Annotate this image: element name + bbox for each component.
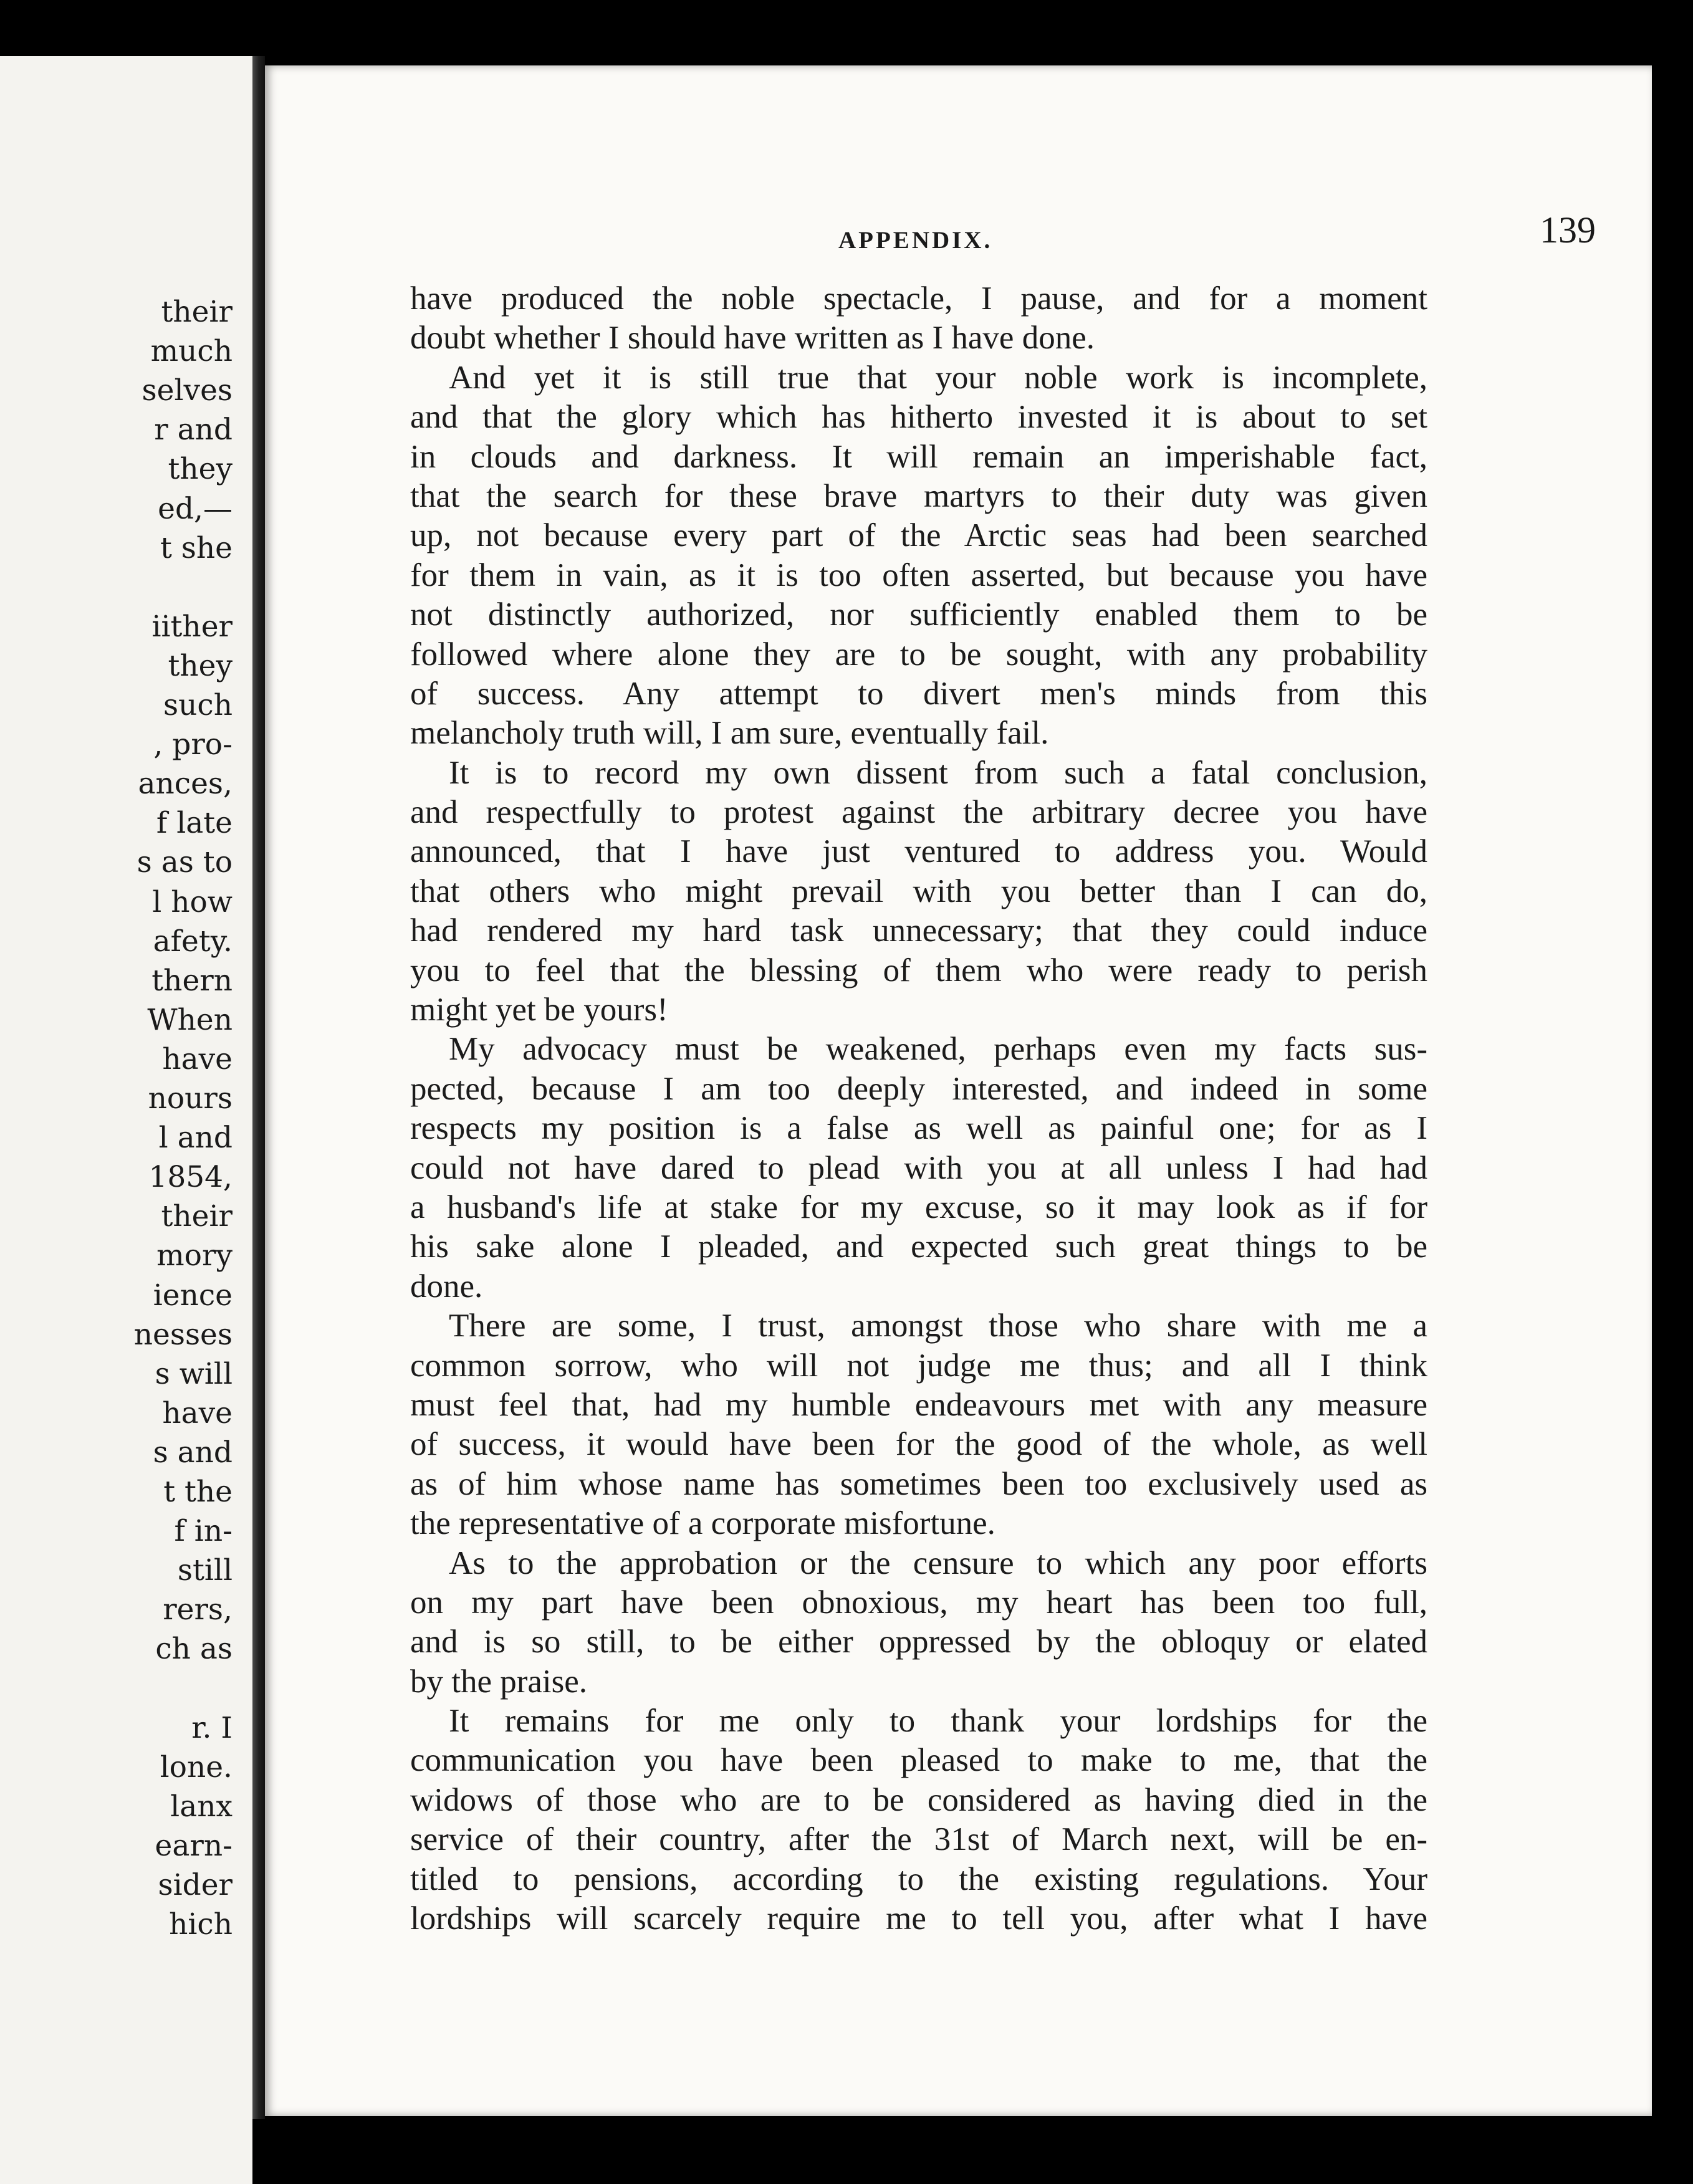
- facing-page-line: l how: [152, 884, 233, 919]
- facing-page-line: , pro-: [153, 727, 233, 762]
- text-line: and respectfully to protest against the arbitrary decree you have: [410, 794, 1427, 831]
- facing-page-line: f late: [156, 806, 233, 841]
- facing-page-line: ience: [153, 1278, 233, 1313]
- facing-page-line: afety.: [153, 924, 233, 959]
- facing-page-line: they: [168, 452, 233, 487]
- facing-page-line: ances,: [138, 767, 233, 802]
- facing-page-line: ch as: [155, 1632, 233, 1667]
- facing-page-line: their: [161, 1199, 233, 1234]
- text-line: have produced the noble spectacle, I pause, and for a moment: [410, 280, 1427, 317]
- facing-page-line: have: [162, 1396, 233, 1430]
- facing-page-line: nesses: [133, 1317, 233, 1352]
- facing-page-line: mory: [156, 1238, 233, 1273]
- facing-page-line: r. I: [191, 1710, 233, 1745]
- text-line: up, not because every part of the Arctic seas had been searched: [410, 517, 1427, 554]
- text-line: in clouds and darkness. It will remain an imperishable fact,: [410, 438, 1427, 475]
- facing-page-line: l and: [158, 1121, 233, 1156]
- book-gutter: [252, 56, 265, 2119]
- facing-page-line: ed,—: [158, 491, 233, 526]
- facing-page-line: nours: [148, 1081, 233, 1116]
- text-line: that others who might prevail with you better than I can do,: [410, 873, 1427, 909]
- text-line: It is to record my own dissent from such a fatal conclusion,: [449, 754, 1427, 791]
- facing-page-fragment: [0, 56, 252, 2184]
- text-line: his sake alone I pleaded, and expected such great things to be: [410, 1228, 1427, 1265]
- text-line: It remains for me only to thank your lordships for the: [449, 1703, 1427, 1740]
- text-line: lordships will scarcely require me to tell you, after what I have: [410, 1900, 1427, 1937]
- text-line: followed where alone they are to be sought, with any probability: [410, 636, 1427, 673]
- text-line: done.: [410, 1268, 483, 1305]
- facing-page-line: hich: [169, 1907, 233, 1942]
- text-line: common sorrow, who will not judge me thus; and all I think: [410, 1347, 1427, 1384]
- facing-page-line: rers,: [163, 1593, 233, 1627]
- text-line: pected, because I am too deeply interested, and indeed in some: [410, 1070, 1427, 1107]
- facing-page-line: s and: [153, 1435, 233, 1470]
- text-line: melancholy truth will, I am sure, eventually fail.: [410, 715, 1049, 752]
- facing-page-line: selves: [141, 373, 233, 408]
- text-line: had rendered my hard task unnecessary; that they could induce: [410, 912, 1427, 949]
- facing-page-line: lanx: [170, 1789, 233, 1824]
- facing-page-line: f in-: [174, 1514, 233, 1549]
- book-page: [265, 65, 1652, 2116]
- text-line: on my part have been obnoxious, my heart has been too full,: [410, 1584, 1427, 1621]
- text-line: as of him whose name has sometimes been too exclusively used as: [410, 1465, 1427, 1502]
- text-line: by the praise.: [410, 1663, 588, 1700]
- text-line: might yet be yours!: [410, 992, 668, 1028]
- facing-page-line: earn-: [155, 1828, 233, 1863]
- text-line: of success. Any attempt to divert men's minds from this: [410, 675, 1427, 712]
- text-line: not distinctly authorized, nor sufficiently enabled them to be: [410, 596, 1427, 633]
- facing-page-line: thern: [151, 963, 233, 998]
- text-line: could not have dared to plead with you at all unless I had had: [410, 1149, 1427, 1186]
- facing-page-line: such: [163, 688, 233, 722]
- facing-page-line: much: [150, 334, 233, 369]
- facing-page-line: s as to: [137, 845, 233, 880]
- text-line: widows of those who are to be considered as having died in the: [410, 1781, 1427, 1818]
- text-line: As to the approbation or the censure to which any poor efforts: [449, 1545, 1427, 1581]
- text-line: a husband's life at stake for my excuse, so it may look as if for: [410, 1189, 1427, 1225]
- text-line: My advocacy must be weakened, perhaps even my facts sus-: [449, 1031, 1427, 1068]
- running-head: APPENDIX.: [838, 227, 993, 254]
- text-line: and that the glory which has hitherto invested it is about to set: [410, 399, 1427, 436]
- facing-page-line: 1854,: [148, 1160, 233, 1195]
- facing-page-line: they: [168, 648, 233, 683]
- text-line: announced, that I have just ventured to address you. Would: [410, 833, 1427, 870]
- page-number: 139: [1540, 209, 1596, 251]
- facing-page-line: their: [161, 295, 233, 329]
- facing-page-line: still: [177, 1553, 233, 1588]
- facing-page-line: have: [162, 1042, 233, 1076]
- text-line: And yet it is still true that your noble work is incomplete,: [449, 359, 1427, 396]
- text-line: There are some, I trust, amongst those who share with me a: [449, 1308, 1427, 1344]
- facing-page-line: t she: [160, 530, 233, 565]
- body-text: [410, 279, 1427, 1938]
- text-line: service of their country, after the 31st of March next, will be en-: [410, 1821, 1427, 1858]
- text-line: for them in vain, as it is too often asserted, but because you have: [410, 557, 1427, 593]
- facing-page-line: sider: [158, 1868, 233, 1902]
- facing-page-line: When: [147, 1002, 233, 1037]
- facing-page-line: s will: [155, 1356, 233, 1391]
- facing-page-line: t the: [163, 1475, 233, 1509]
- facing-page-line: iither: [151, 609, 233, 644]
- text-line: you to feel that the blessing of them who were ready to perish: [410, 952, 1427, 989]
- text-line: and is so still, to be either oppressed by the obloquy or elated: [410, 1624, 1427, 1660]
- facing-page-line: r and: [154, 413, 233, 448]
- text-line: of success, it would have been for the good of the whole, as well: [410, 1426, 1427, 1463]
- text-line: that the search for these brave martyrs to their duty was given: [410, 477, 1427, 514]
- text-line: communication you have been pleased to make to me, that the: [410, 1742, 1427, 1779]
- text-line: must feel that, had my humble endeavours met with any measure: [410, 1386, 1427, 1423]
- facing-page-line: lone.: [160, 1750, 233, 1784]
- text-line: respects my position is a false as well as painful one; for as I: [410, 1110, 1427, 1147]
- text-line: doubt whether I should have written as I have done.: [410, 320, 1095, 357]
- text-line: the representative of a corporate misfortune.: [410, 1505, 995, 1542]
- text-line: titled to pensions, according to the existing regulations. Your: [410, 1861, 1427, 1897]
